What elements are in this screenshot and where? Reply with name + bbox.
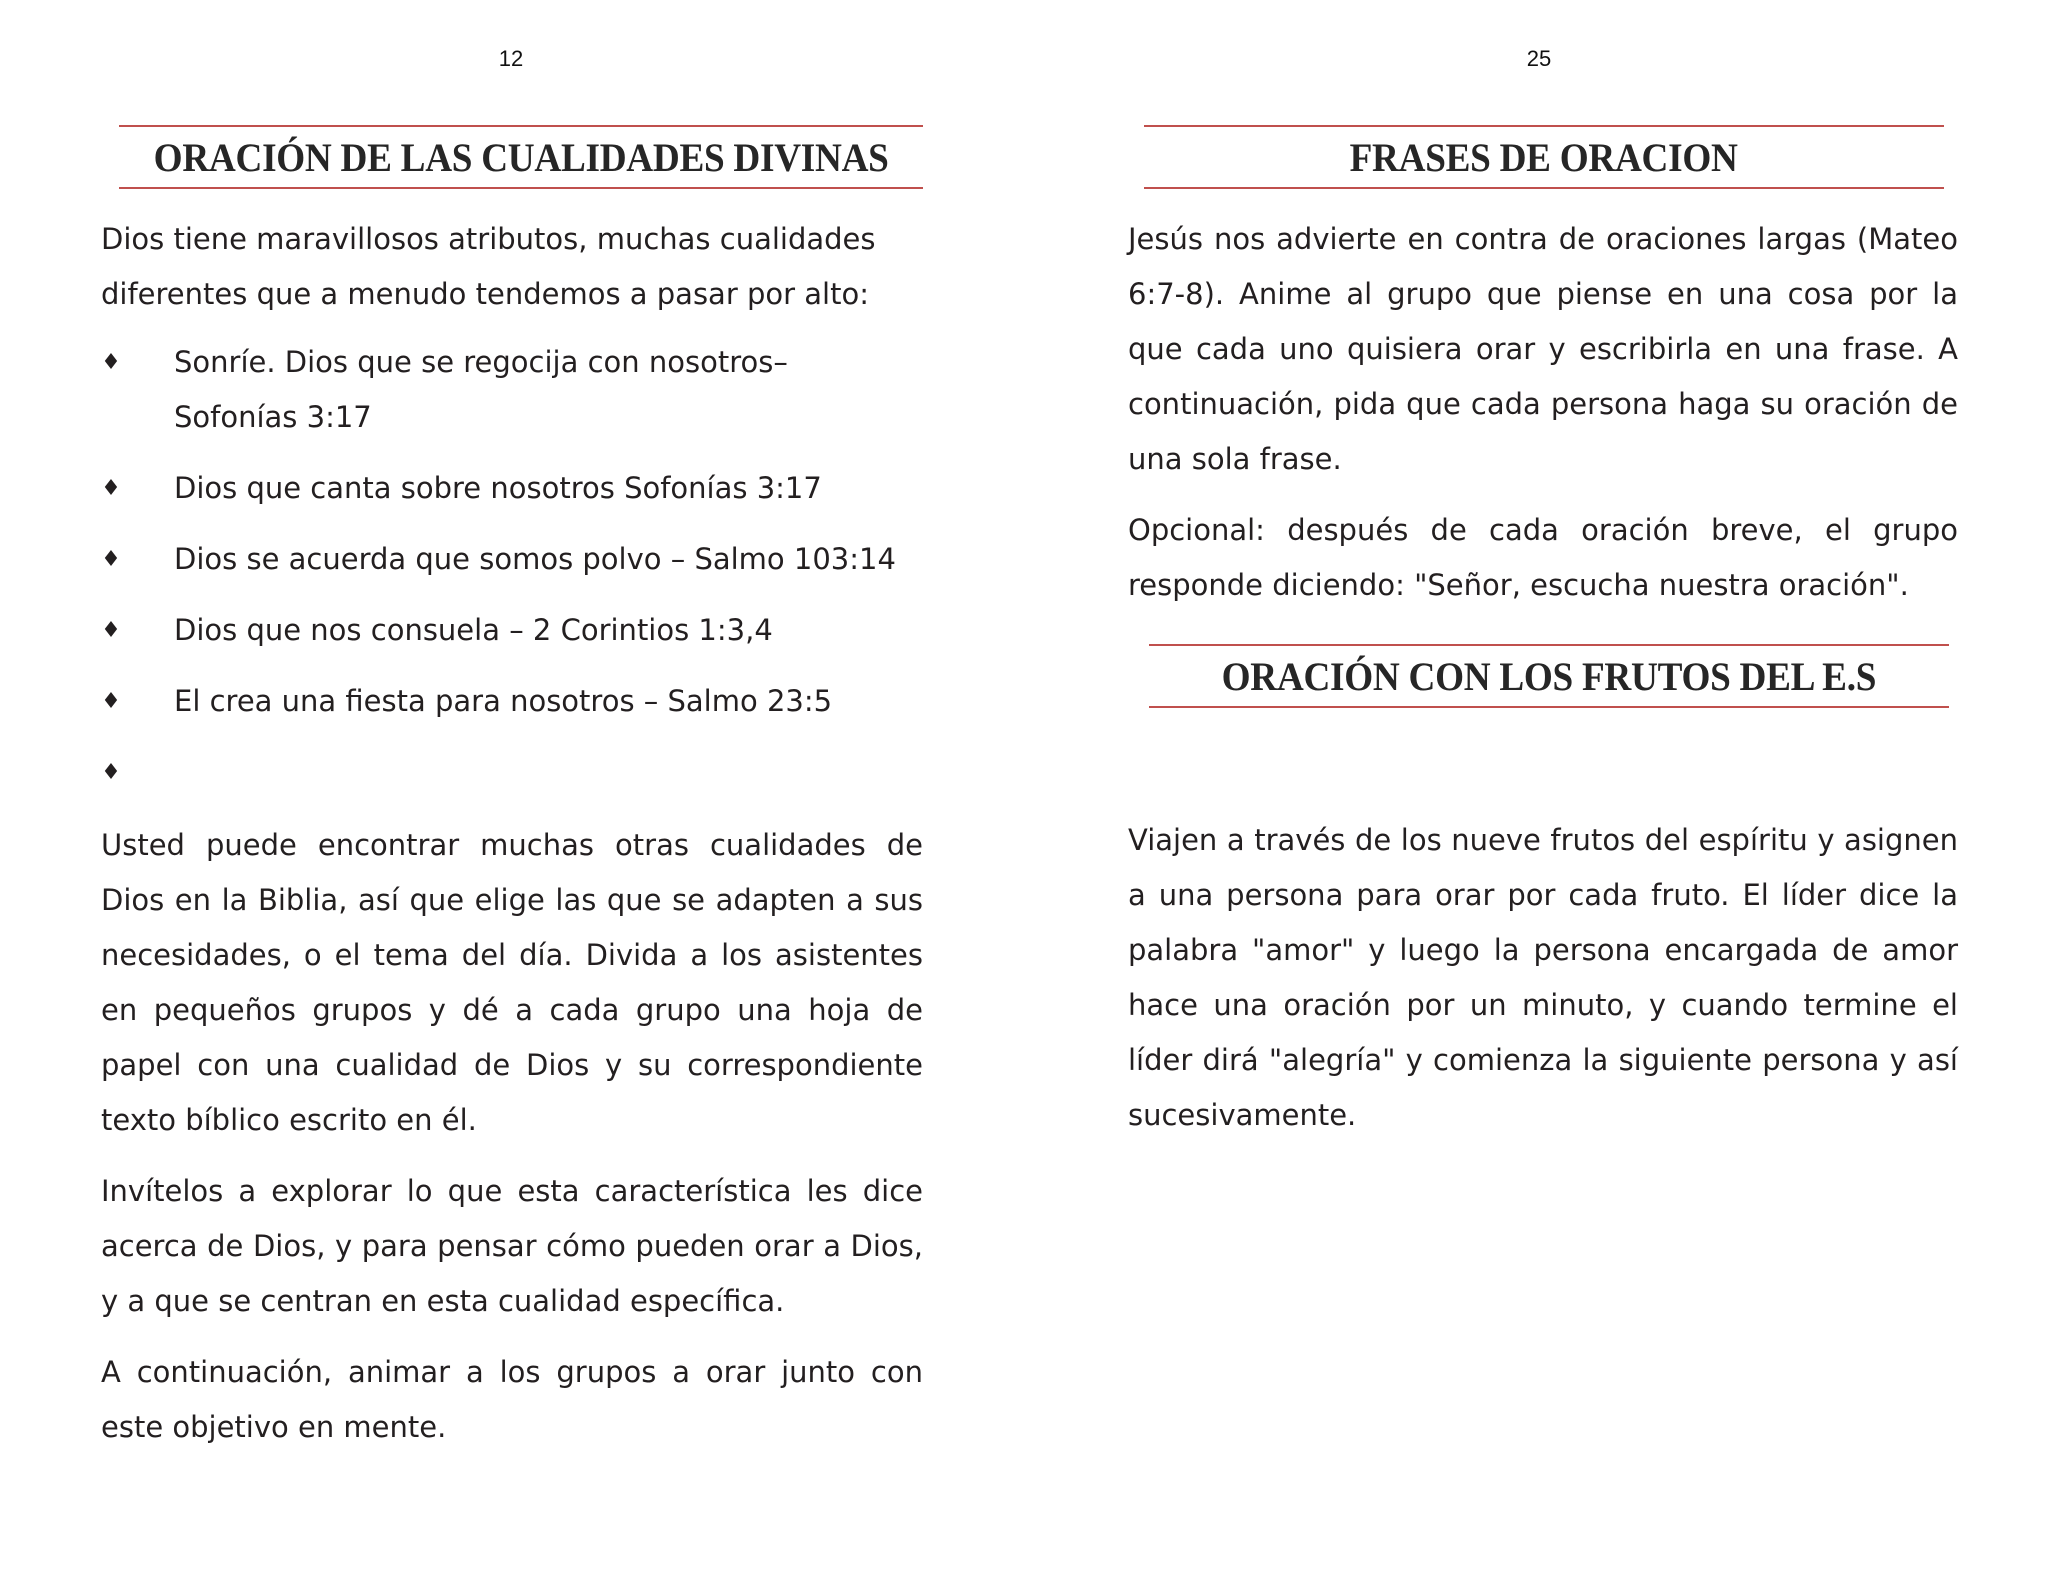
section2-paragraphs xyxy=(1128,813,1958,1159)
list-item xyxy=(101,745,923,800)
section-title-block xyxy=(119,125,923,189)
diamond-bullet-icon: ♦ xyxy=(101,350,121,375)
list-item xyxy=(101,532,923,587)
intro-text: Dios tiene maravillosos atributos, muchas cualidades diferentes que a menudo tendemos a pasar por alto: xyxy=(101,222,876,311)
section-title: FRASES DE ORACION xyxy=(1350,134,1738,180)
page-number: 25 xyxy=(1526,46,1552,71)
diamond-bullet-icon: ♦ xyxy=(101,547,121,572)
paragraph: Jesús nos advierte en contra de oraciones largas (Mateo 6:7-8). Anime al grupo que piense en una cosa por la que cada uno quisiera orar y escribirla en una frase. A continuación, pida que cada persona haga su oración de una sola frase. xyxy=(1128,222,1958,476)
list-item-text: Dios que canta sobre nosotros Sofonías 3:17 xyxy=(174,471,822,505)
page-number: 12 xyxy=(498,46,524,71)
list-item xyxy=(101,461,923,516)
section1-paragraphs xyxy=(1128,212,1958,629)
section-title-block xyxy=(1149,644,1949,708)
section-title: ORACIÓN CON LOS FRUTOS DEL E.S xyxy=(1221,653,1877,699)
intro-paragraph xyxy=(101,212,923,338)
list-item xyxy=(101,674,923,729)
list-item-text: Dios se acuerda que somos polvo – Salmo 103:14 xyxy=(174,542,896,576)
list-item-text: El crea una fiesta para nosotros – Salmo 23:5 xyxy=(174,684,833,718)
section-title-block xyxy=(1144,125,1944,189)
diamond-bullet-icon: ♦ xyxy=(101,689,121,714)
paragraph: Opcional: después de cada oración breve, el grupo responde diciendo: "Señor, escucha nuestra oración". xyxy=(1128,513,1958,602)
paragraph: Viajen a través de los nueve frutos del espíritu y asignen a una persona para orar por cada fruto. El líder dice la palabra "amor" y luego la persona encargada de amor hace una oración por un minuto, y cuando termine el líder dirá "alegría" y comienza la siguiente persona y así sucesivamente. xyxy=(1128,823,1958,1132)
diamond-bullet-icon: ♦ xyxy=(101,760,121,785)
diamond-bullet-icon: ♦ xyxy=(101,476,121,501)
paragraph: A continuación, animar a los grupos a orar junto con este objetivo en mente. xyxy=(101,1355,923,1444)
right-page xyxy=(1024,0,2048,1582)
diamond-bullet-icon: ♦ xyxy=(101,618,121,643)
section-title: ORACIÓN DE LAS CUALIDADES DIVINAS xyxy=(153,134,889,180)
list-item-text: Dios que nos consuela – 2 Corintios 1:3,4 xyxy=(174,613,773,647)
qualities-list xyxy=(101,335,923,816)
list-item xyxy=(101,335,923,445)
list-item xyxy=(101,603,923,658)
paragraph: Invítelos a explorar lo que esta característica les dice acerca de Dios, y para pensar cómo pueden orar a Dios, y a que se centran en esta cualidad específica. xyxy=(101,1174,923,1318)
body-paragraphs xyxy=(101,818,923,1471)
paragraph: Usted puede encontrar muchas otras cualidades de Dios en la Biblia, así que elige las que se adapten a sus necesidades, o el tema del día. Divida a los asistentes en pequeños grupos y dé a cada grupo una hoja de papel con una cualidad de Dios y su correspondiente texto bíblico escrito en él. xyxy=(101,828,923,1137)
list-item-text: Sonríe. Dios que se regocija con nosotros– Sofonías 3:17 xyxy=(174,345,788,434)
